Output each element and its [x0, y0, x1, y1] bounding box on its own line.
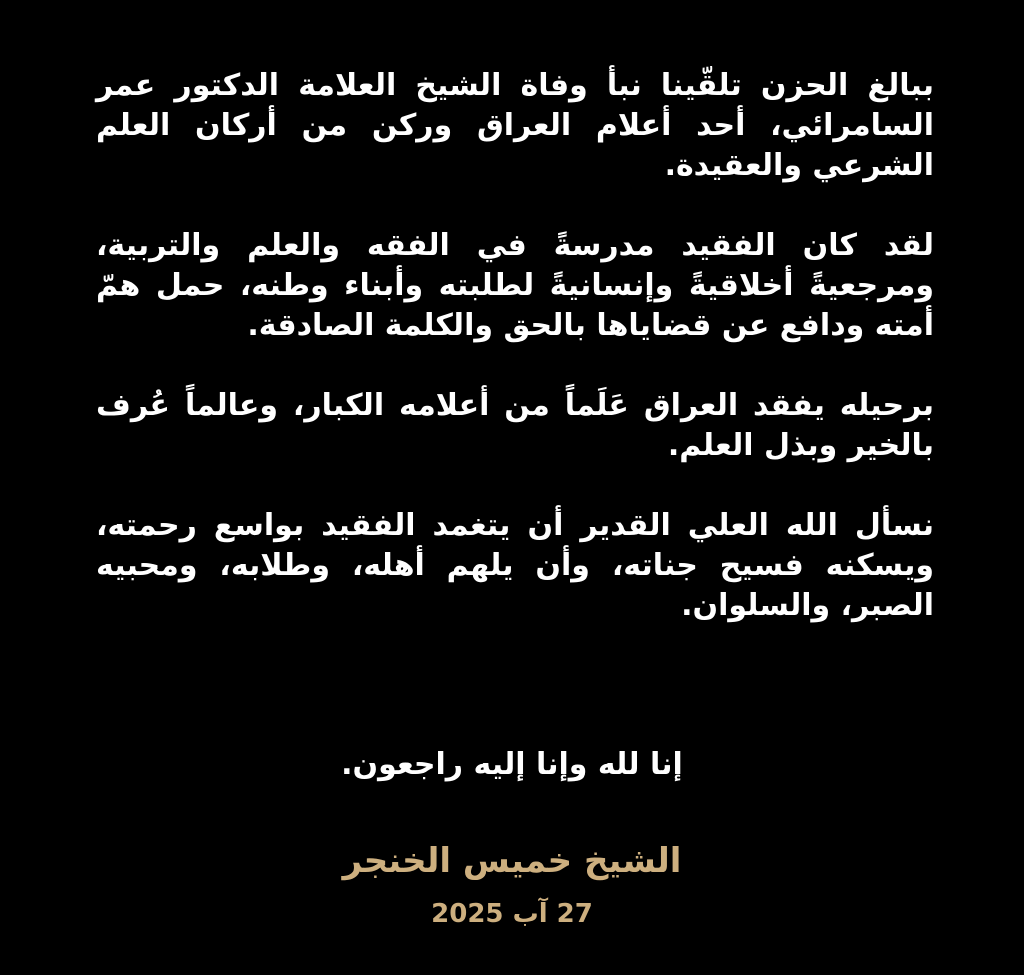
statement-date: 27 آب 2025 — [431, 899, 593, 929]
paragraph-tribute: لقد كان الفقيد مدرسةً في الفقه والعلم والتربية، ومرجعيةً أخلاقيةً وإنسانيةً لطلبته وأبناء وطنه، حمل همّ أمته ودافع عن قضاياها بالحق والكلمة الصادقة. — [96, 228, 934, 343]
paragraph-prayer: نسأل الله العلي القدير أن يتغمد الفقيد بواسع رحمته، ويسكنه فسيح جناته، وأن يلهم أهله، وطلابه، ومحبيه الصبر، والسلوان. — [96, 508, 934, 623]
paragraph-loss: برحيله يفقد العراق عَلَماً من أعلامه الكبار، وعالماً عُرف بالخير وبذل العلم. — [96, 388, 934, 463]
signature-name: الشيخ خميس الخنجر — [342, 841, 682, 881]
condolence-statement — [96, 66, 934, 666]
paragraph-announcement: ببالغ الحزن تلقّينا نبأ وفاة الشيخ العلامة الدكتور عمر السامرائي، أحد أعلام العراق وركن من أركان العلم الشرعي والعقيدة. — [96, 68, 934, 183]
closing-verse: إنا لله وإنا إليه راجعون. — [341, 747, 683, 782]
